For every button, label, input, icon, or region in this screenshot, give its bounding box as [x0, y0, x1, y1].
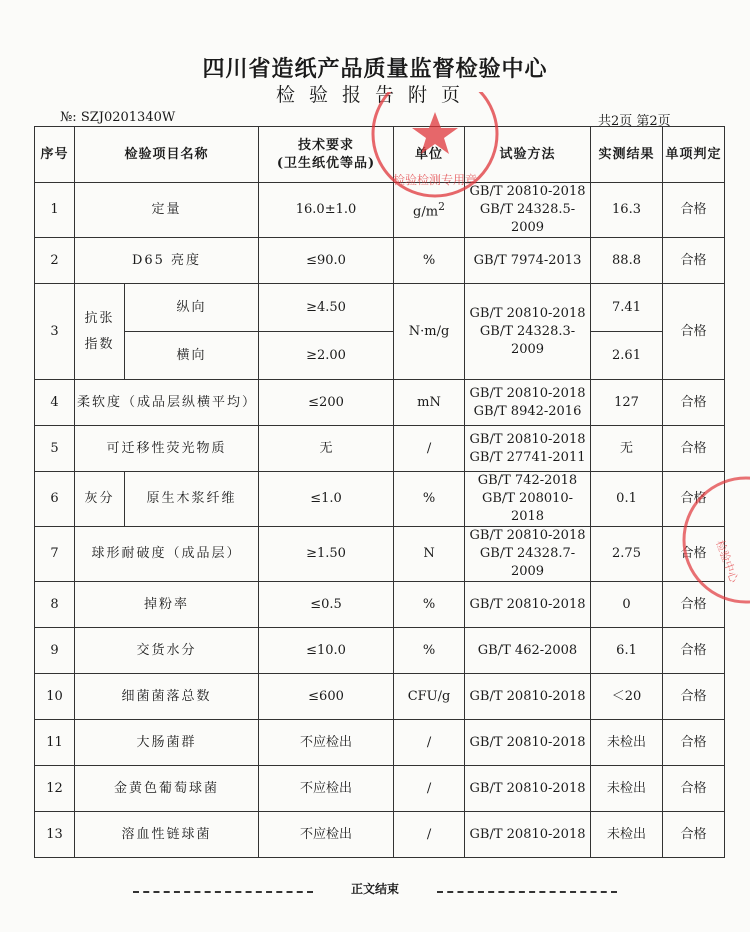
- method-line1: GB/T 20810-2018: [469, 528, 586, 543]
- row-requirement: ≤10.0: [259, 628, 394, 674]
- row-item: 掉粉率: [75, 582, 259, 628]
- row-judge: 合格: [663, 472, 725, 527]
- table-row: [35, 472, 725, 527]
- row-unit: /: [394, 426, 465, 472]
- row-seq: 11: [35, 720, 75, 766]
- row-group: [75, 284, 125, 380]
- row-requirement: 16.0±1.0: [259, 183, 394, 238]
- header-req-line1: 技术要求: [298, 137, 355, 153]
- row-unit: mN: [394, 380, 465, 426]
- table-row: [35, 766, 725, 812]
- row-subitem: 纵向: [125, 284, 259, 332]
- table-row: [35, 332, 725, 380]
- row-item: 球形耐破度（成品层）: [75, 527, 259, 582]
- row-requirement: ≥4.50: [259, 284, 394, 332]
- header-method: 试验方法: [465, 127, 591, 183]
- row-result: 未检出: [591, 812, 663, 858]
- row-judge: 合格: [663, 183, 725, 238]
- method-line1: GB/T 742-2018: [477, 473, 578, 488]
- row-method: [465, 472, 591, 527]
- page-info: 共2页 第2页: [598, 114, 671, 129]
- table-row: [35, 812, 725, 858]
- row-result: 未检出: [591, 766, 663, 812]
- row-judge: 合格: [663, 720, 725, 766]
- row-unit: N·m/g: [394, 284, 465, 380]
- row-method: [465, 426, 591, 472]
- row-subitem: 原生木浆纤维: [125, 472, 259, 527]
- method-line1: GB/T 20810-2018: [469, 305, 586, 321]
- row-method: [465, 527, 591, 582]
- method-line2: GB/T 208010-2018: [481, 491, 574, 524]
- table-row: [35, 284, 725, 332]
- row-seq: 8: [35, 582, 75, 628]
- row-seq: 9: [35, 628, 75, 674]
- report-number: №: SZJ0201340W: [60, 110, 176, 125]
- row-result: 6.1: [591, 628, 663, 674]
- row-result: 无: [591, 426, 663, 472]
- header-result: 实测结果: [591, 127, 663, 183]
- row-subitem: 横向: [125, 332, 259, 380]
- row-judge: 合格: [663, 238, 725, 284]
- table-row: [35, 380, 725, 426]
- row-method: [465, 284, 591, 380]
- inspection-table: [34, 126, 725, 858]
- table-row: [35, 426, 725, 472]
- row-method: GB/T 20810-2018: [465, 674, 591, 720]
- row-judge: 合格: [663, 380, 725, 426]
- method-line2: GB/T 27741-2011: [469, 449, 586, 465]
- side-seal-text: 检验中心: [713, 538, 741, 585]
- table-row: [35, 628, 725, 674]
- row-item: 细菌菌落总数: [75, 674, 259, 720]
- red-seal: [360, 92, 510, 202]
- row-judge: 合格: [663, 582, 725, 628]
- group-line1: 抗张: [84, 310, 115, 326]
- row-unit: N: [394, 527, 465, 582]
- row-seq: 4: [35, 380, 75, 426]
- row-requirement: ≤200: [259, 380, 394, 426]
- unit-sup: 2: [438, 200, 445, 214]
- row-seq: 3: [35, 284, 75, 380]
- table-row: [35, 720, 725, 766]
- row-seq: 1: [35, 183, 75, 238]
- row-seq: 13: [35, 812, 75, 858]
- row-result: 16.3: [591, 183, 663, 238]
- method-line1: GB/T 20810-2018: [469, 385, 586, 401]
- row-item: 柔软度（成品层纵横平均）: [75, 380, 259, 426]
- method-line2: GB/T 24328.3-2009: [479, 323, 576, 357]
- row-requirement: 无: [259, 426, 394, 472]
- row-result: 88.8: [591, 238, 663, 284]
- row-seq: 10: [35, 674, 75, 720]
- row-requirement: ≥1.50: [259, 527, 394, 582]
- row-unit: CFU/g: [394, 674, 465, 720]
- row-judge: 合格: [663, 766, 725, 812]
- header-seq: 序号: [35, 127, 75, 183]
- row-item: 金黄色葡萄球菌: [75, 766, 259, 812]
- row-judge: 合格: [663, 426, 725, 472]
- table-row: [35, 527, 725, 582]
- header-unit: 单位: [394, 127, 465, 183]
- method-line1: GB/T 20810-2018: [469, 431, 586, 447]
- row-item: 大肠菌群: [75, 720, 259, 766]
- row-unit: /: [394, 766, 465, 812]
- method-line1: GB/T 20810-2018: [469, 184, 586, 199]
- row-unit: %: [394, 472, 465, 527]
- row-judge: 合格: [663, 674, 725, 720]
- row-judge: 合格: [663, 284, 725, 380]
- row-result: 7.41: [591, 284, 663, 332]
- row-judge: 合格: [663, 527, 725, 582]
- row-seq: 12: [35, 766, 75, 812]
- row-unit: %: [394, 238, 465, 284]
- row-unit: /: [394, 720, 465, 766]
- row-unit: %: [394, 582, 465, 628]
- method-line2: GB/T 8942-2016: [473, 403, 582, 419]
- row-item: 交货水分: [75, 628, 259, 674]
- row-result: ＜20: [591, 674, 663, 720]
- table-row: [35, 582, 725, 628]
- row-unit: %: [394, 628, 465, 674]
- row-method: GB/T 20810-2018: [465, 766, 591, 812]
- header-judge: 单项判定: [663, 127, 725, 183]
- row-requirement: ≥2.00: [259, 332, 394, 380]
- row-item: 溶血性链球菌: [75, 812, 259, 858]
- row-unit: /: [394, 812, 465, 858]
- table-row: [35, 674, 725, 720]
- row-requirement: ≤0.5: [259, 582, 394, 628]
- row-seq: 7: [35, 527, 75, 582]
- row-method: GB/T 20810-2018: [465, 582, 591, 628]
- row-method: [465, 380, 591, 426]
- row-item: D65 亮度: [75, 238, 259, 284]
- row-method: GB/T 20810-2018: [465, 720, 591, 766]
- footer-dash-right: [437, 891, 617, 893]
- partial-seal: [676, 470, 750, 610]
- row-result: 2.61: [591, 332, 663, 380]
- table-row: [35, 238, 725, 284]
- row-method: GB/T 462-2008: [465, 628, 591, 674]
- header-req-line2: (卫生纸优等品): [276, 155, 376, 171]
- seal-subtext: 检验检测专用章: [392, 173, 478, 187]
- row-result: 2.75: [591, 527, 663, 582]
- row-seq: 5: [35, 426, 75, 472]
- row-method: GB/T 20810-2018: [465, 812, 591, 858]
- row-item: 定量: [75, 183, 259, 238]
- method-line2: GB/T 24328.7-2009: [479, 546, 576, 579]
- row-result: 0.1: [591, 472, 663, 527]
- row-method: GB/T 7974-2013: [465, 238, 591, 284]
- row-judge: 合格: [663, 628, 725, 674]
- row-requirement: 不应检出: [259, 766, 394, 812]
- row-requirement: ≤600: [259, 674, 394, 720]
- row-seq: 6: [35, 472, 75, 527]
- row-requirement: 不应检出: [259, 720, 394, 766]
- unit-text: g/m: [413, 204, 439, 220]
- row-requirement: ≤90.0: [259, 238, 394, 284]
- row-item: 可迁移性荧光物质: [75, 426, 259, 472]
- report-center-title: 四川省造纸产品质量监督检验中心: [202, 56, 548, 82]
- row-result: 127: [591, 380, 663, 426]
- header-item: 检验项目名称: [75, 127, 259, 183]
- group-line2: 指数: [84, 336, 115, 352]
- row-judge: 合格: [663, 812, 725, 858]
- end-of-text: 正文结束: [350, 882, 399, 896]
- row-seq: 2: [35, 238, 75, 284]
- method-line2: GB/T 24328.5-2009: [479, 202, 576, 235]
- row-result: 0: [591, 582, 663, 628]
- row-requirement: 不应检出: [259, 812, 394, 858]
- row-group: 灰分: [75, 472, 125, 527]
- row-result: 未检出: [591, 720, 663, 766]
- report-subtitle: 检验报告附页: [275, 84, 474, 106]
- row-requirement: ≤1.0: [259, 472, 394, 527]
